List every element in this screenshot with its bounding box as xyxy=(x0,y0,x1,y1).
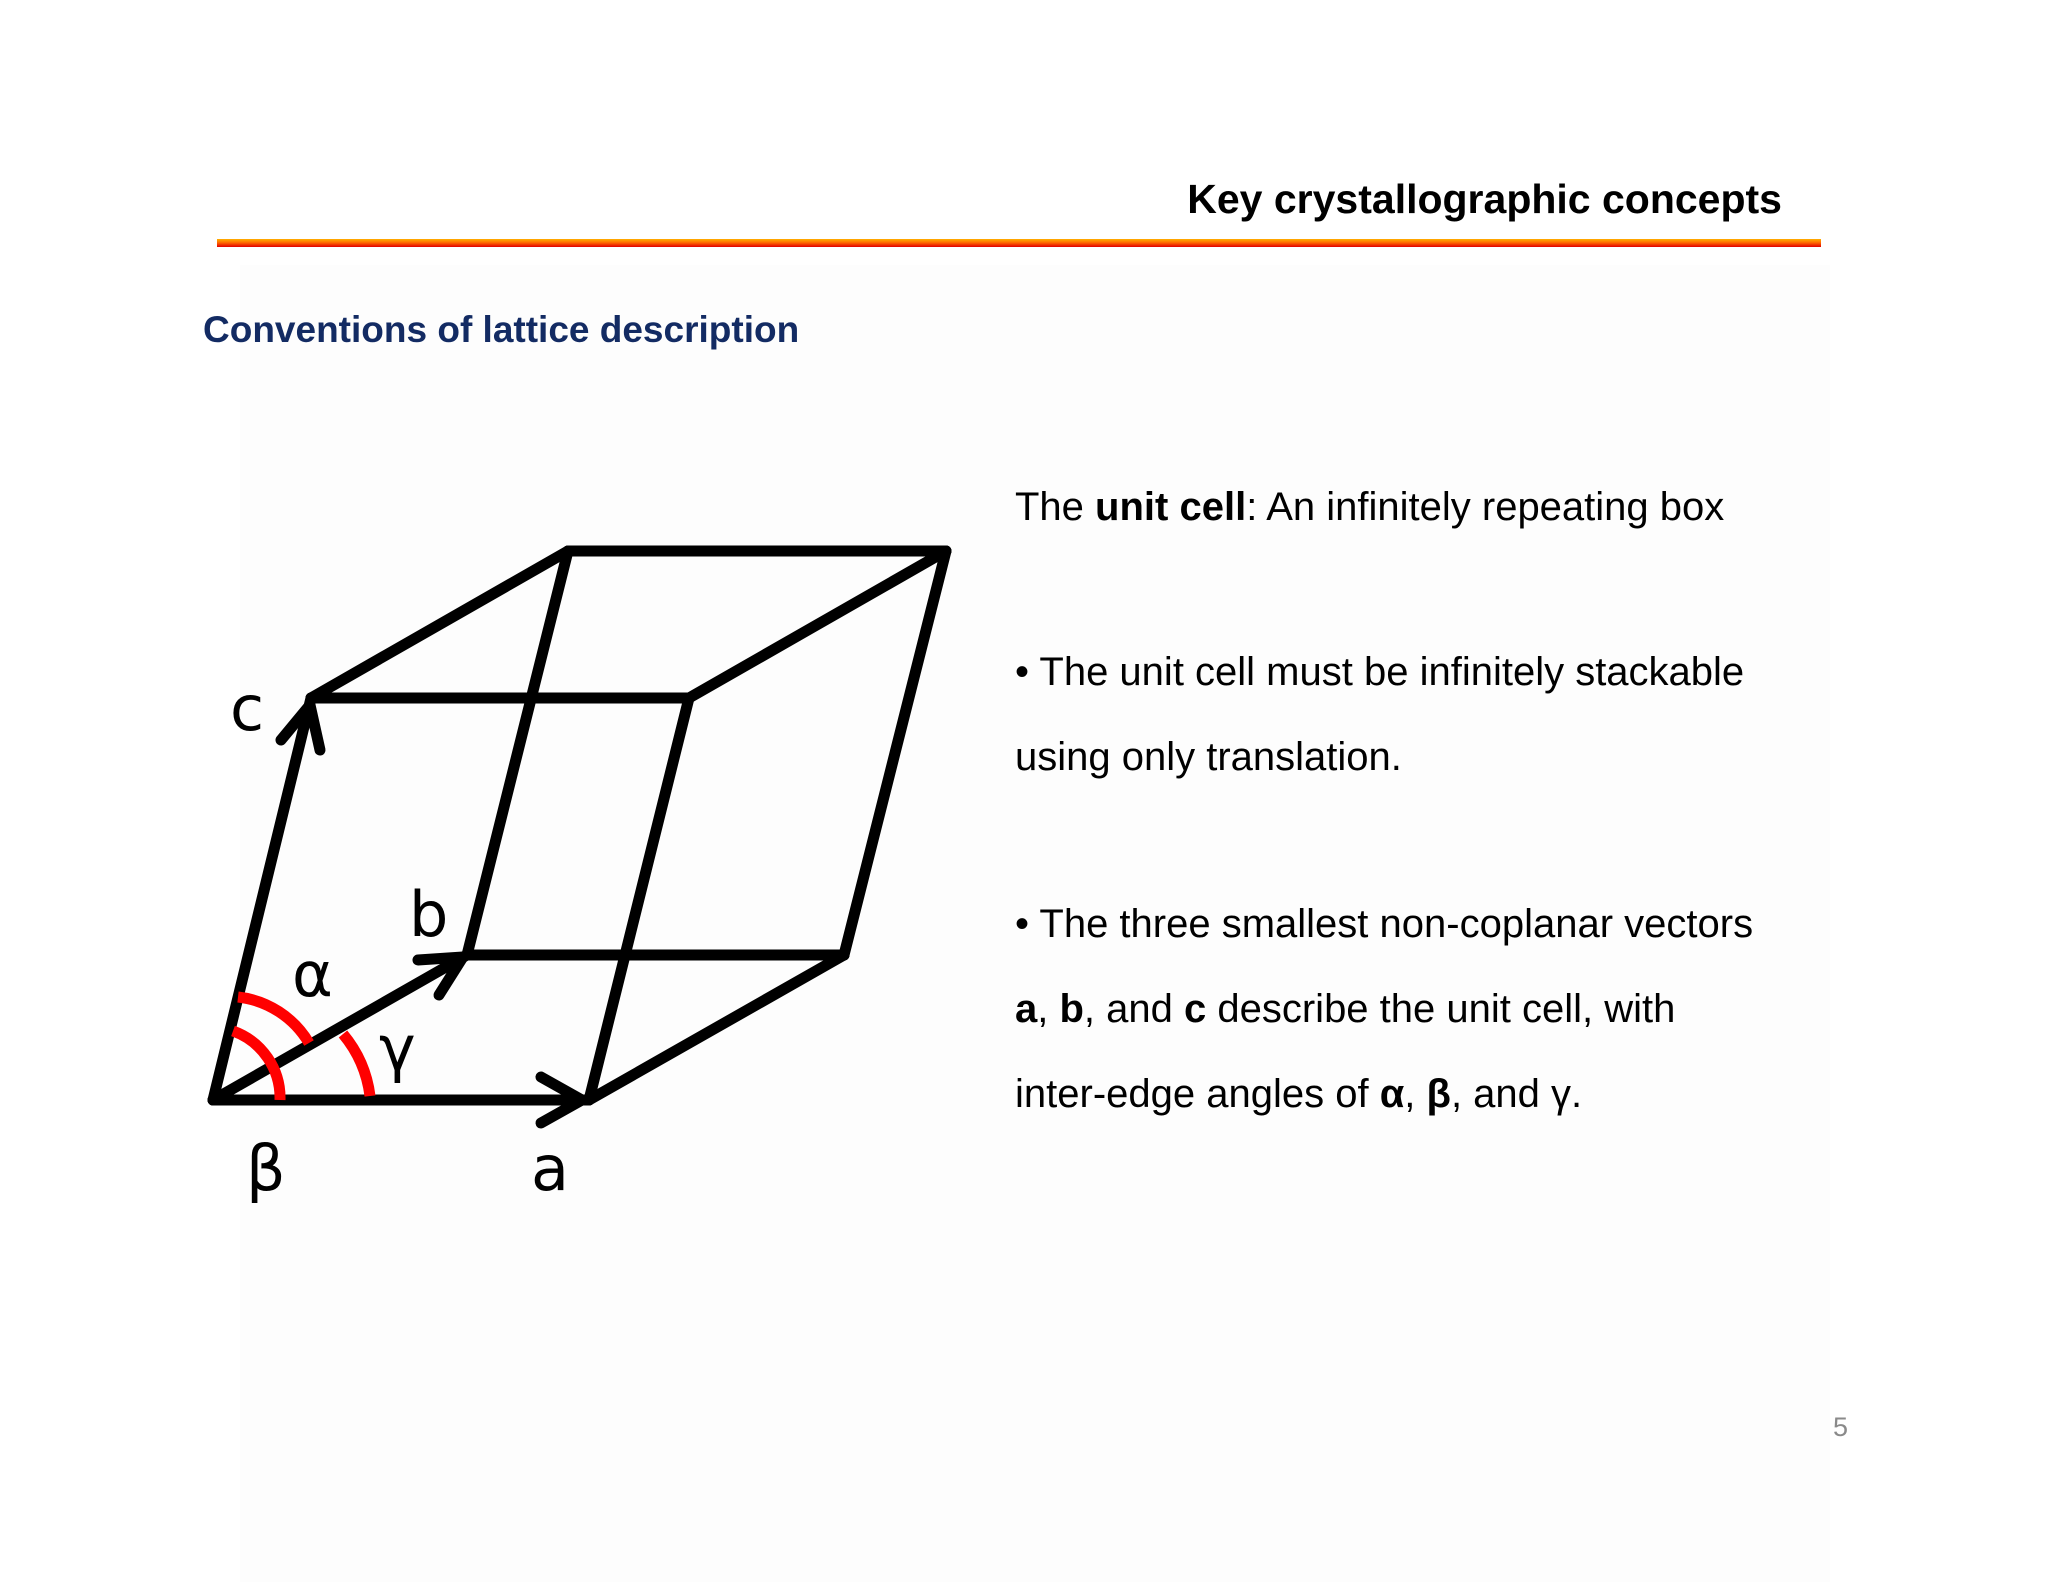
edge-b-from-a xyxy=(589,955,844,1100)
bullet-1-line-1: • The unit cell must be infinitely stackable xyxy=(1015,650,1745,694)
angle-gamma: γ xyxy=(1551,1072,1572,1116)
edge-c-right xyxy=(589,698,689,1100)
vector-a: a xyxy=(1015,987,1038,1031)
angle-alpha: α xyxy=(1379,1072,1405,1116)
label-a: a xyxy=(531,1132,569,1205)
label-alpha: α xyxy=(292,938,333,1011)
unit-cell-definition: The unit cell: An infinitely repeating box xyxy=(1015,485,1725,529)
edge-top-right xyxy=(689,551,946,698)
angle-beta: β xyxy=(1426,1072,1451,1116)
edge-back-right xyxy=(844,551,946,955)
bullet-2-line-2: a, b, and c describe the unit cell, with xyxy=(1015,987,1676,1031)
edge-top-left xyxy=(311,551,568,698)
label-c: c xyxy=(230,672,265,745)
label-gamma: γ xyxy=(379,1012,416,1085)
page-number: 5 xyxy=(1832,1412,1848,1442)
label-b: b xyxy=(409,878,449,951)
vector-b: b xyxy=(1059,987,1084,1031)
bullet-2-line-3: inter-edge angles of α, β, and γ. xyxy=(1015,1072,1583,1116)
slide-title: Key crystallographic concepts xyxy=(1187,176,1782,222)
edge-b xyxy=(213,955,467,1100)
bullet-2-line-1: • The three smallest non-coplanar vectors xyxy=(1015,902,1754,946)
unit-cell-term: unit cell xyxy=(1095,485,1247,529)
vector-c: c xyxy=(1184,987,1207,1031)
arc-gamma xyxy=(343,1034,370,1096)
bullet-1-line-2: using only translation. xyxy=(1015,735,1402,779)
edge-c xyxy=(213,698,311,1100)
label-beta: β xyxy=(246,1132,286,1205)
edge-back-left xyxy=(467,551,568,955)
section-heading: Conventions of lattice description xyxy=(203,309,800,350)
